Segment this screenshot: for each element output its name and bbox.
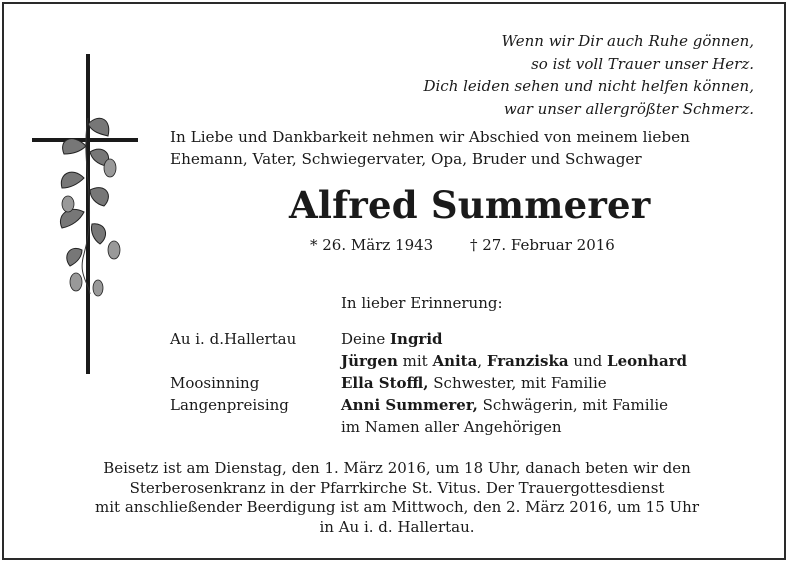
intro-text <box>170 126 690 170</box>
mourner-row <box>170 394 687 416</box>
birth-date: * 26. März 1943 <box>310 236 434 254</box>
mourner-name-bold: Franziska <box>486 352 569 370</box>
cross-with-hops-icon <box>28 54 138 374</box>
poem-line: Wenn wir Dir auch Ruhe gönnen, <box>501 32 754 50</box>
mourner-name-bold: Ingrid <box>390 330 443 348</box>
poem <box>423 30 754 120</box>
mourner-text: im Namen aller Angehörigen <box>341 418 562 436</box>
intro-line: Ehemann, Vater, Schwiegervater, Opa, Bruder und Schwager <box>170 150 642 168</box>
mourner-name-bold: Leonhard <box>607 352 688 370</box>
mourner-text: Schwägerin, mit Familie <box>477 396 669 414</box>
death-date: † 27. Februar 2016 <box>470 236 615 254</box>
funeral-line: Sterberosenkranz in der Pfarrkirche St. Vitus. Der Trauergottesdienst <box>129 478 665 497</box>
obituary-notice <box>2 2 786 560</box>
poem-line: Dich leiden sehen und nicht helfen können, <box>423 77 754 95</box>
mourner-row <box>170 328 687 350</box>
remembrance-heading: In lieber Erinnerung: <box>341 294 503 312</box>
mourner-place: Au i. d.Hallertau <box>170 330 297 348</box>
mourner-text: Deine <box>341 330 391 348</box>
mourner-names <box>341 394 668 416</box>
mourner-place: Moosinning <box>170 374 260 392</box>
funeral-details <box>4 459 790 537</box>
mourner-names <box>341 350 687 372</box>
intro-line: In Liebe und Dankbarkeit nehmen wir Abschied von meinem lieben <box>170 128 690 146</box>
mourner-name-bold: Jürgen <box>341 352 398 370</box>
mourner-place <box>170 350 341 372</box>
mourner-names <box>341 416 562 438</box>
mourner-text: und <box>568 352 608 370</box>
mourner-name-bold: Anni Summerer, <box>341 396 478 414</box>
mourner-row <box>170 372 687 394</box>
mourner-names <box>341 328 443 350</box>
poem-line: war unser allergrößter Schmerz. <box>503 99 754 118</box>
mourner-name-bold: Ella Stoffl, <box>341 374 429 392</box>
mourner-names <box>341 372 607 394</box>
funeral-line: Beisetz ist am Dienstag, den 1. März 2016, um 18 Uhr, danach beten wir den <box>103 459 691 477</box>
mourner-text: Schwester, mit Familie <box>428 374 607 392</box>
poem-line: so ist voll Trauer unser Herz. <box>531 54 754 73</box>
mourner-text: mit <box>397 352 433 370</box>
mourner-name-bold: Anita <box>432 352 478 370</box>
mourners-list <box>170 328 687 438</box>
mourner-text: , <box>477 352 487 370</box>
funeral-line: mit anschließender Beerdigung ist am Mittwoch, den 2. März 2016, um 15 Uhr <box>95 498 699 516</box>
mourner-row <box>170 416 687 438</box>
mourner-place <box>170 416 341 438</box>
mourner-row <box>170 350 687 372</box>
funeral-line: in Au i. d. Hallertau. <box>319 517 475 536</box>
mourner-place: Langenpreising <box>170 396 289 414</box>
deceased-name: Alfred Summerer <box>289 183 651 227</box>
